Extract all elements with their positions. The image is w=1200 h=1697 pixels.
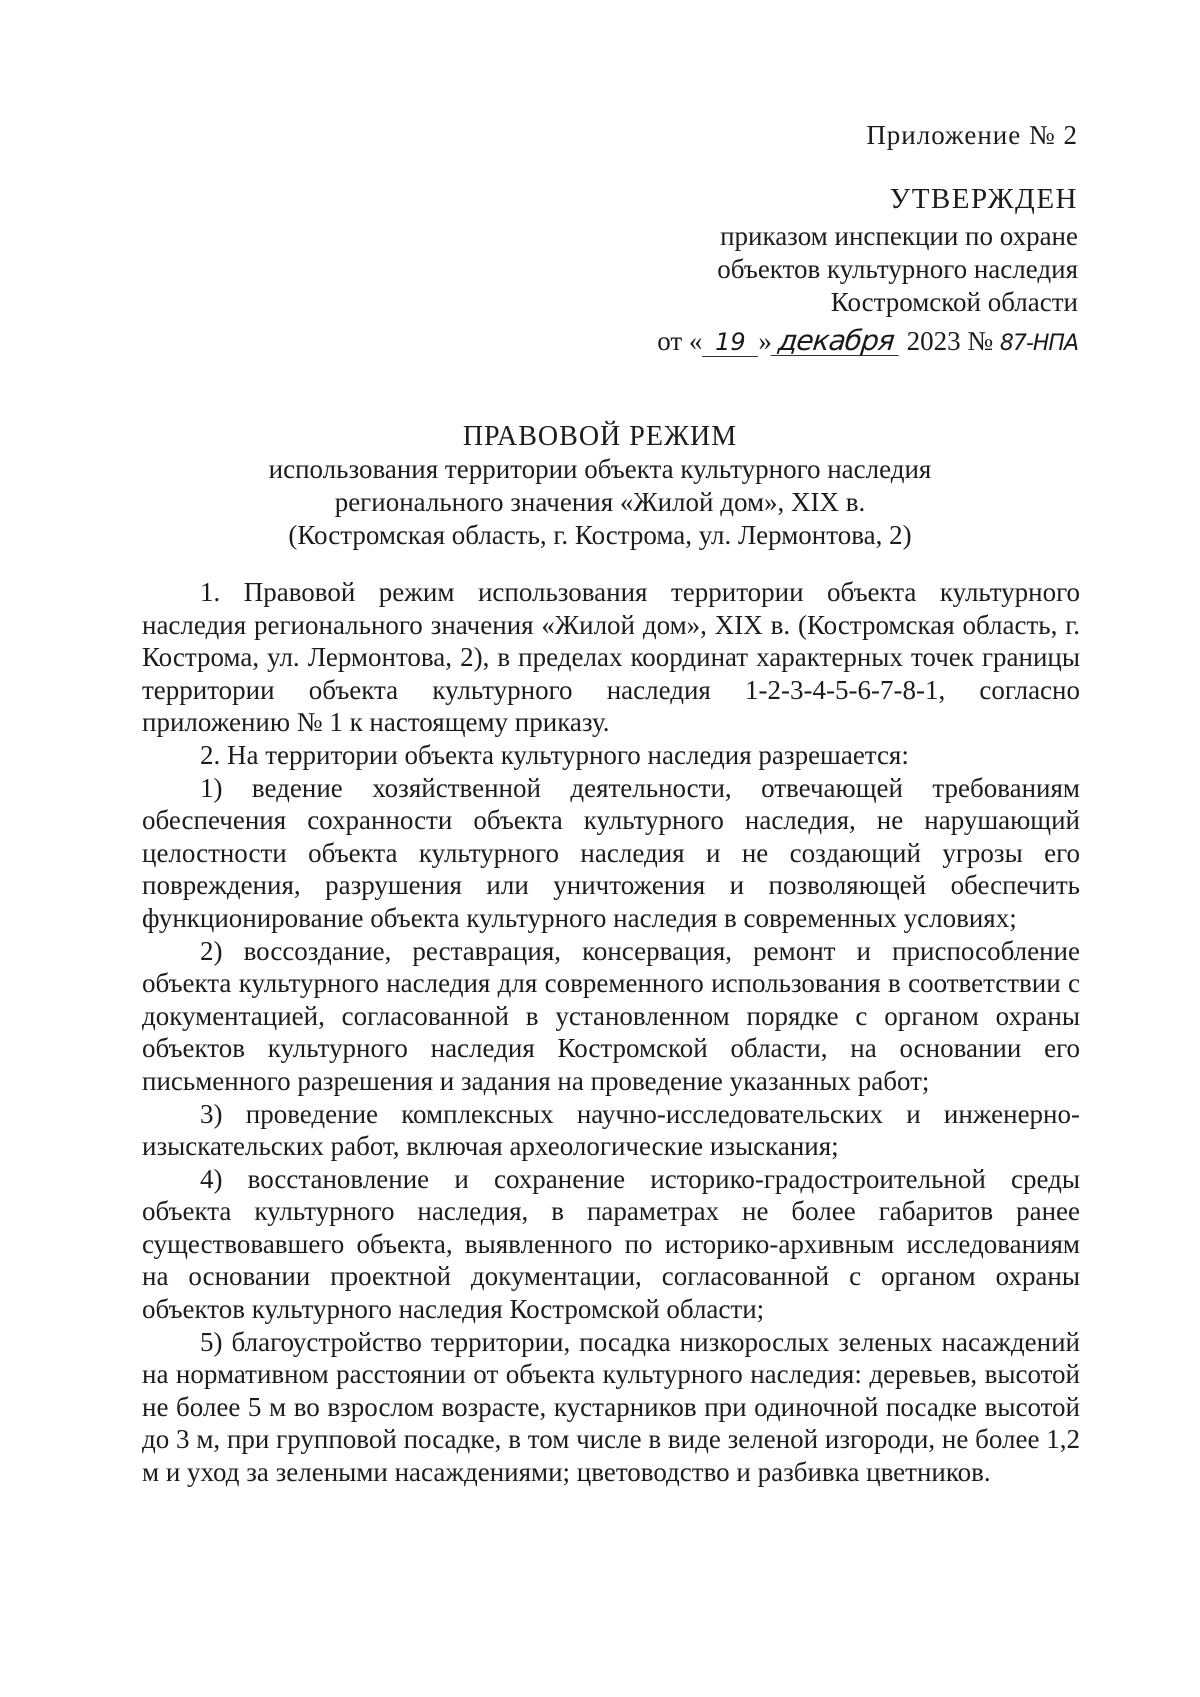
paragraph-1: 1. Правовой режим использования территории объекта культурного наследия регионального значения «Жилой дом», XIX в. (Костромская область, г. Кострома, ул. Лермонтова, 2), в пределах координат характерных точек границы территории объекта культурного наследия 1-2-3-4-5-6-7-8-1, согласно приложению № 1 к настоящему приказу.	[142, 577, 1080, 738]
document-title	[0, 420, 1200, 552]
appendix-label: Приложение № 2	[866, 120, 1078, 150]
approved-by-line: приказом инспекции по охране	[720, 221, 1078, 251]
title-line: (Костромская область, г. Кострома, ул. Лермонтова, 2)	[288, 520, 912, 550]
order-mid: »	[758, 326, 772, 356]
list-item-5: 5) благоустройство территории, посадка низкорослых зеленых насаждений на нормативном расстоянии от объекта культурного наследия: деревьев, высотой не более 5 м во взрослом возрасте, кустарников при одиночной посадке высотой до 3 м, при групповой посадке, в том числе в виде зеленой изгороди, не более 1,2 м и уход за зелеными насаждениями; цветоводство и разбивка цветников.	[142, 1326, 1080, 1488]
approved-label: УТВЕРЖДЕН	[889, 183, 1078, 215]
list-item-3: 3) проведение комплексных научно-исследовательских и инженерно-изыскательских работ, включая археологические изыскания;	[142, 1098, 1080, 1162]
list-item-2: 2) воссоздание, реставрация, консервация, ремонт и приспособление объекта культурного наследия для современного использования в соответствии с документацией, согласованной в установленном порядке с органом охраны объектов культурного наследия Костромской области, на основании его письменного разрешения и задания на проведение указанных работ;	[142, 935, 1080, 1096]
approved-by-line: Костромской области	[830, 287, 1078, 317]
order-day-handwritten: 19	[702, 328, 758, 357]
title-line: регионального значения «Жилой дом», XIX в.	[334, 487, 866, 517]
document-body	[142, 576, 1080, 1489]
paragraph-2: 2. На территории объекта культурного наследия разрешается:	[200, 739, 909, 770]
order-prefix: от «	[657, 326, 703, 356]
approved-by-line: объектов культурного наследия	[717, 254, 1078, 284]
order-number-handwritten: 87-НПА	[999, 331, 1078, 356]
order-year: 2023 №	[906, 326, 994, 356]
title-main: ПРАВОВОЙ РЕЖИМ	[462, 421, 738, 452]
list-item-4: 4) восстановление и сохранение историко-градостроительной среды объекта культурного наследия, в параметрах не более габаритов ранее существовавшего объекта, выявленного по историко-архивным исследованиям на основании проектной документации, согласованной с органом охраны объектов культурного наследия Костромской области;	[142, 1163, 1080, 1325]
order-date-line	[657, 325, 1078, 358]
approval-block	[657, 183, 1078, 358]
title-line: использования территории объекта культурного наследия	[268, 454, 932, 484]
list-item-1: 1) ведение хозяйственной деятельности, отвечающей требованиям обеспечения сохранности объекта культурного наследия, не нарушающий целостности объекта культурного наследия и не создающий угрозы его повреждения, разрушения или уничтожения и позволяющей обеспечить функционирование объекта культурного наследия в современных условиях;	[142, 772, 1080, 933]
order-month-handwritten: декабря	[770, 327, 901, 356]
